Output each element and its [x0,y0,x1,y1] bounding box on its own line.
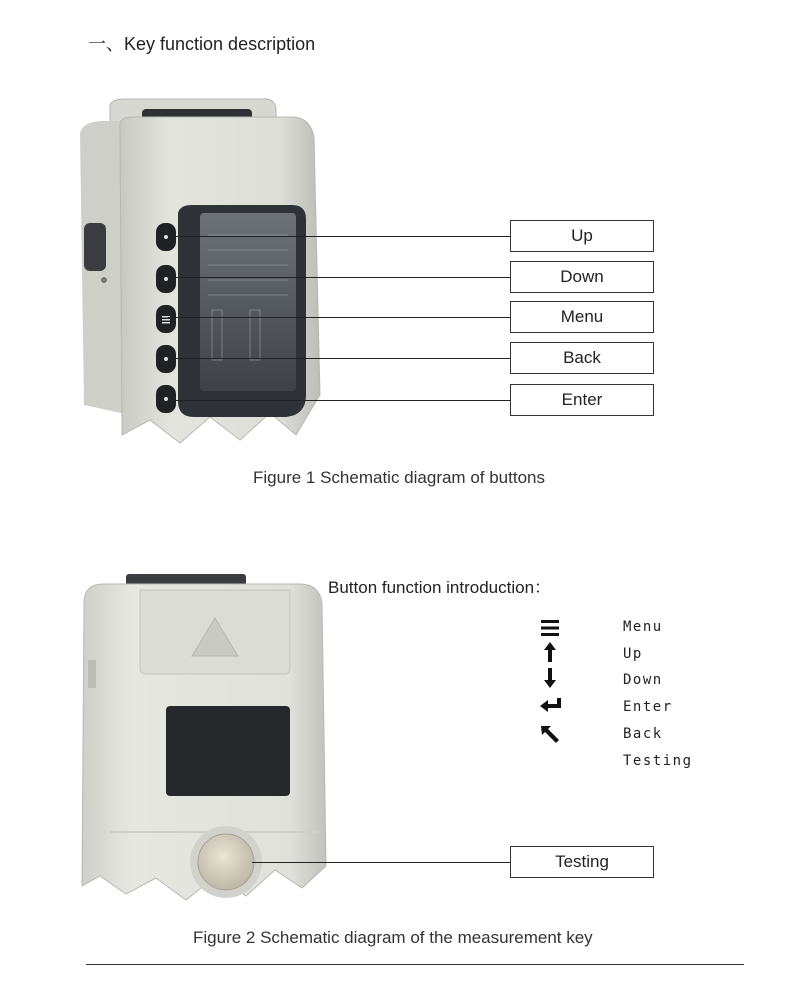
menu-icon [537,616,563,640]
colorimeter-front-photo [70,95,330,455]
legend-label-testing: Testing [623,753,693,769]
figure-2-caption: Figure 2 Schematic diagram of the measurement key [193,928,593,947]
section-heading: 一、Key function description [88,34,316,54]
legend-label-menu: Menu [623,619,663,635]
leader-line-enter [168,400,510,401]
label-back: Back [510,342,654,374]
label-enter: Enter [510,384,654,416]
label-up: Up [510,220,654,252]
leader-line-menu [168,317,510,318]
leader-line-down [168,277,510,278]
label-testing: Testing [510,846,654,878]
legend-label-down: Down [623,672,663,688]
colorimeter-back-photo [70,570,340,910]
leader-line-back [168,358,510,359]
enter-arrow-icon [537,694,563,718]
bottom-divider [86,964,744,965]
figure-1-caption: Figure 1 Schematic diagram of buttons [253,468,545,487]
legend-label-up: Up [623,646,643,662]
leader-line-up [168,236,510,237]
legend-label-back: Back [623,726,663,742]
label-menu: Menu [510,301,654,333]
leader-line-testing [252,862,510,863]
back-arrow-icon [537,720,563,744]
legend-label-enter: Enter [623,699,673,715]
arrow-down-icon [537,666,563,690]
label-down: Down [510,261,654,293]
arrow-up-icon [537,640,563,664]
button-intro-title: Button function introduction： [328,578,552,597]
